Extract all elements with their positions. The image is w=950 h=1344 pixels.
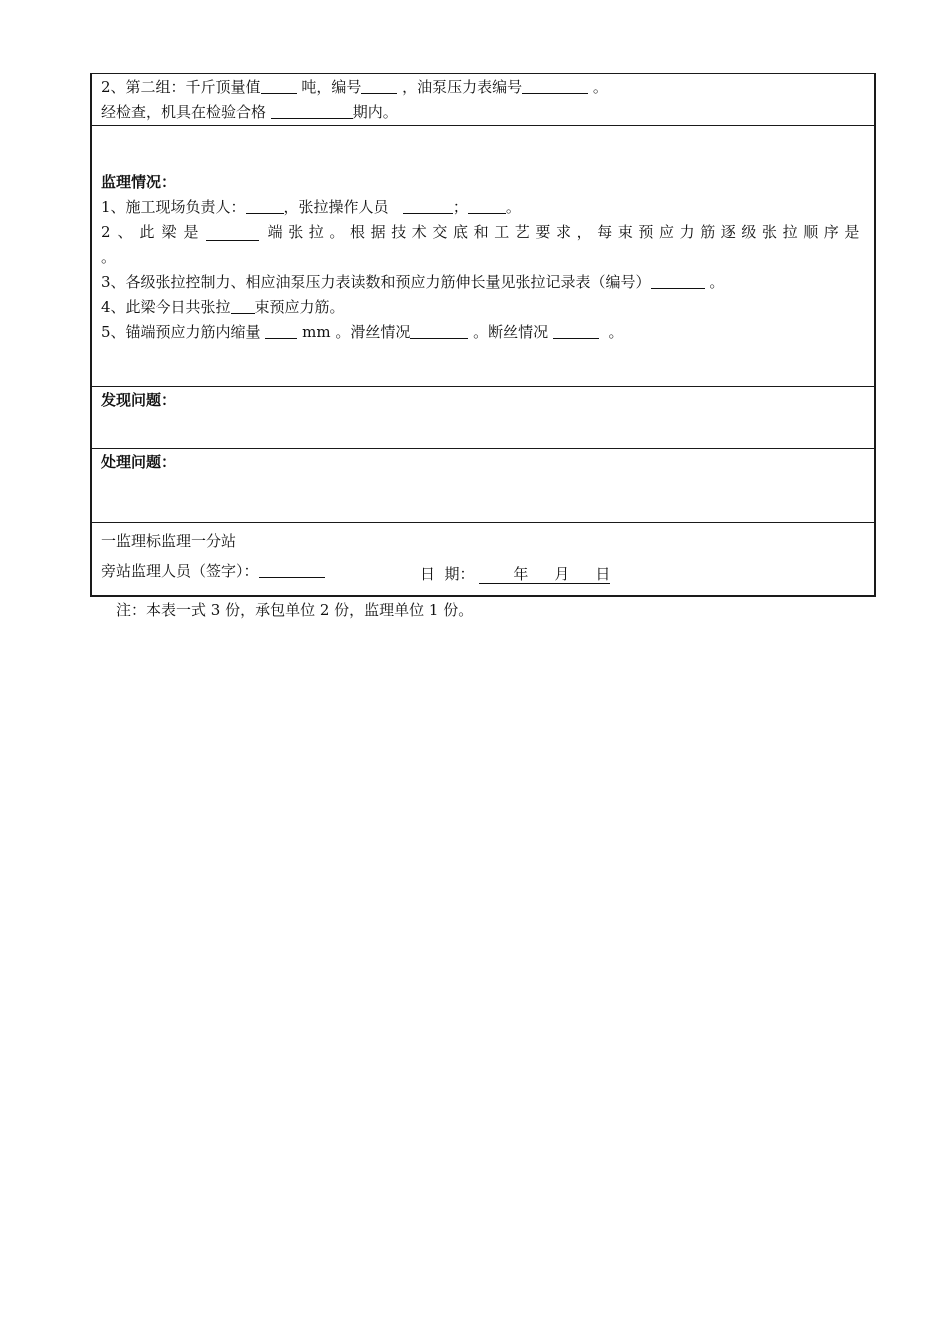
jack-capacity-blank[interactable] — [261, 78, 297, 94]
inspector-signature-blank[interactable] — [259, 562, 325, 578]
day-label: 日 — [595, 565, 611, 583]
jack-number-label: 吨，编号 — [301, 78, 362, 96]
supervision-item-5 — [101, 320, 865, 345]
item3-end: 。 — [709, 273, 725, 291]
pump-gauge-label: ，油泵压力表编号 — [402, 78, 523, 96]
item4-prefix: 4、此梁今日共张拉 — [101, 298, 231, 316]
station-name: 一监理标监理一分站 — [101, 532, 237, 550]
item1-end: 。 — [505, 198, 521, 216]
pump-gauge-number-blank[interactable] — [522, 78, 588, 94]
item5-end: 。 — [608, 323, 624, 341]
jack-line-end: 。 — [592, 78, 608, 96]
date-field[interactable] — [479, 565, 610, 584]
supervision-item-2 — [101, 220, 865, 245]
item2-rest: 端张拉。根据技术交底和工艺要求，每束预应力筋逐级张拉顺序是 — [267, 223, 865, 241]
supervision-item-3 — [101, 270, 865, 295]
record-number-blank[interactable] — [651, 273, 705, 289]
date-block — [420, 563, 610, 584]
site-manager-blank[interactable] — [246, 198, 284, 214]
inspection-end: 期内。 — [352, 103, 398, 121]
slip-blank[interactable] — [410, 323, 468, 339]
supervision-item-1 — [101, 195, 865, 220]
problems-found-section — [92, 387, 874, 449]
inspector-label: 旁站监理人员（签字）： — [101, 562, 259, 580]
item3-prefix: 3、各级张拉控制力、相应油泵压力表读数和预应力筋伸长量见张拉记录表（编号） — [101, 273, 651, 291]
item1-prefix: 1、施工现场负责人： — [101, 198, 246, 216]
supervision-item-4 — [101, 295, 865, 320]
jack-group2-prefix: 2、第二组：千斤顶量值 — [101, 78, 261, 96]
supervision-heading: 监理情况： — [101, 173, 177, 191]
inspection-line — [101, 100, 865, 125]
retraction-blank[interactable] — [265, 323, 297, 339]
year-label: 年 — [513, 565, 529, 583]
tension-end-blank[interactable] — [206, 225, 259, 241]
equipment-section — [92, 74, 874, 126]
footer-note: 注：本表一式 3 份，承包单位 2 份，监理单位 1 份。 — [116, 601, 474, 619]
supervision-section — [92, 126, 874, 387]
problems-handled-label: 处理问题： — [101, 453, 177, 471]
supervision-item-2-cont: 。 — [101, 248, 117, 266]
jack-group2-line — [101, 75, 865, 100]
operator-blank-2[interactable] — [468, 198, 506, 214]
item5-mid: 。断丝情况 — [473, 323, 549, 341]
item1-mid: ，张拉操作人员 — [283, 198, 389, 216]
problems-found-label: 发现问题： — [101, 391, 177, 409]
item5-prefix: 5、锚端预应力筋内缩量 — [101, 323, 261, 341]
inspection-period-blank[interactable] — [271, 103, 353, 119]
item2-prefix: 2、此梁是 — [101, 223, 206, 241]
problems-handled-section — [92, 449, 874, 523]
supervision-record-table — [90, 73, 876, 597]
item1-sep: ； — [452, 198, 468, 216]
item4-end: 束预应力筋。 — [254, 298, 345, 316]
inspection-prefix: 经检查，机具在检验合格 — [101, 103, 267, 121]
jack-number-blank[interactable] — [361, 78, 397, 94]
date-label: 日 期： — [420, 565, 475, 583]
operator-blank-1[interactable] — [403, 198, 453, 214]
tendon-count-blank[interactable] — [231, 298, 255, 314]
break-blank[interactable] — [553, 323, 599, 339]
signature-section — [92, 523, 874, 595]
month-label: 月 — [554, 565, 570, 583]
item5-unit: mm 。滑丝情况 — [302, 323, 411, 341]
